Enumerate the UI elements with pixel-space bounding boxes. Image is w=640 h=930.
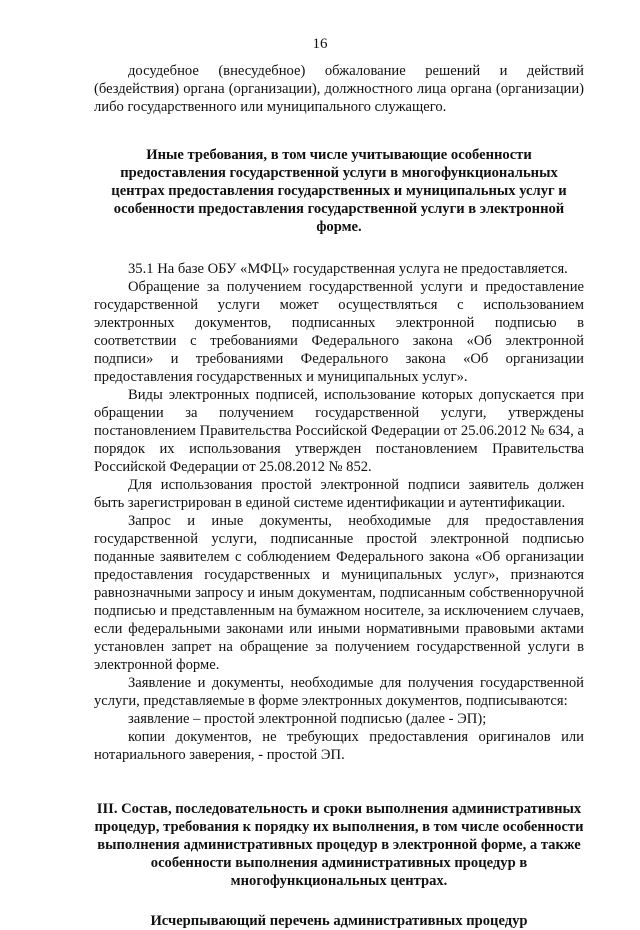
paragraph-request-equivalence: Запрос и иные документы, необходимые для предоставления государственной услуги, подписанные простой электронной подписью поданные заявителем с соблюдением Федерального закона «Об организации предоставления государственных и муниципальных услуг», признаются равнозначными запросу и иным документам, подписанным собственноручной подписью и представленным на бумажном носителе, за исключением случаев, если федеральными законами или иными нормативными правовыми актами установлен запрет на обращение за получением государственной услуги в электронной форме. xyxy=(94,513,584,673)
paragraph-electronic-documents: Обращение за получением государственной услуги и предоставление государственной услуги может осуществляться с использованием электронных документов, подписанных электронной подписью в соответствии с требованиями Федерального закона «Об электронной подписи» и требованиями Федерального закона «Об организации предоставления государственных и муниципальных услуг». xyxy=(94,279,584,385)
paragraph-copies-ep: копии документов, не требующих предоставления оригиналов или нотариального заверения, - простой ЭП. xyxy=(94,729,584,763)
heading-section-3: III. Состав, последовательность и сроки выполнения административных процедур, требования к порядку их выполнения, в том числе особенности выполнения административных процедур в электронной форме, а также особенности выполнения административных процедур в многофункциональных центрах. xyxy=(94,801,584,889)
paragraph-signature-types: Виды электронных подписей, использование которых допускается при обращении за получением государственной услуги, утверждены постановлением Правительства Российской Федерации от 25.06.2012 № 634, а порядок их использования утвержден постановлением Правительства Российской Федерации от 25.08.2012 № 852. xyxy=(94,387,584,475)
heading-other-requirements: Иные требования, в том числе учитывающие особенности предоставления государственной услуги в многофункциональных центрах предоставления государственных и муниципальных услуг и особенности предоставления государственной услуги в электронной форме. xyxy=(111,147,567,235)
heading-exhaustive-list: Исчерпывающий перечень административных процедур xyxy=(150,913,528,929)
page-content xyxy=(94,62,584,930)
paragraph-simple-signature-registration: Для использования простой электронной подписи заявитель должен быть зарегистрирован в единой системе идентификации и аутентификации. xyxy=(94,477,584,511)
paragraph-application-signing: Заявление и документы, необходимые для получения государственной услуги, представляемые в форме электронных документов, подписываются: xyxy=(94,675,584,709)
paragraph-mfc: 35.1 На базе ОБУ «МФЦ» государственная услуга не предоставляется. xyxy=(128,261,568,277)
paragraph-application-ep: заявление – простой электронной подписью (далее - ЭП); xyxy=(128,711,487,727)
page-number: 16 xyxy=(312,36,328,52)
paragraph-appeal-continuation: досудебное (внесудебное) обжалование решений и действий (бездействия) органа (организации), должностного лица органа (организации) либо государственного или муниципального служащего. xyxy=(94,63,584,115)
